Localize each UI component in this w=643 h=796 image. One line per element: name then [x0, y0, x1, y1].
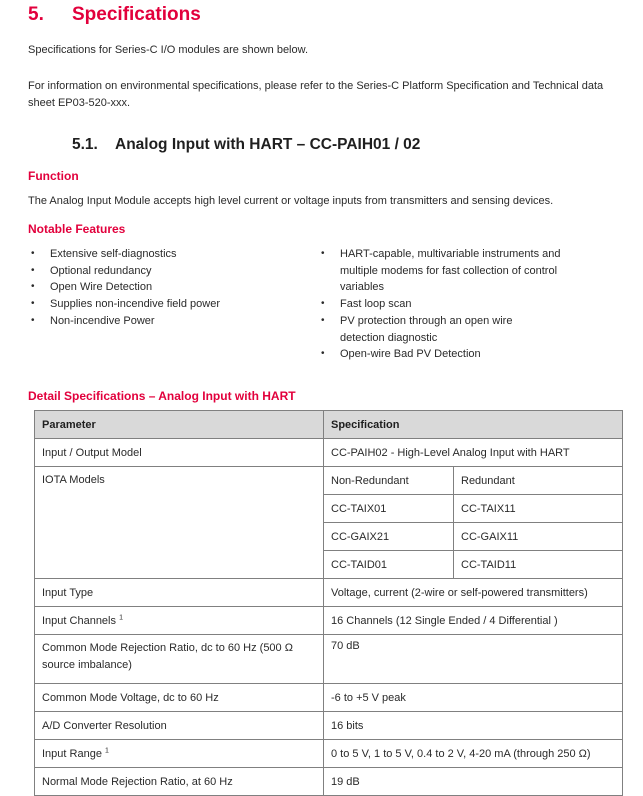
subsection-number: 5.1. [72, 136, 98, 153]
feature-item: • Supplies non-incendive field power [28, 296, 308, 313]
spec-cell: 70 dB [324, 635, 623, 684]
feature-item: • Non-incendive Power [28, 313, 308, 330]
iota-cell: CC-TAID01 [324, 551, 454, 579]
spec-cell: CC-PAIH02 - High-Level Analog Input with HART [324, 439, 623, 467]
table-row [35, 712, 623, 740]
subsection-title: Analog Input with HART – CC-PAIH01 / 02 [115, 136, 421, 153]
footnote-marker: 1 [105, 746, 109, 754]
table-row [35, 740, 623, 768]
table-heading: Detail Specifications – Analog Input with HART [28, 389, 296, 403]
section-title: Specifications [72, 4, 201, 25]
environment-note: For information on environmental specifications, please refer to the Series-C Platform Specification and Technical data sheet EP03-520-xxx. [28, 80, 604, 109]
spec-table [34, 410, 623, 796]
param-label: Input Range [42, 747, 102, 760]
param-cell: Normal Mode Rejection Ratio, at 60 Hz [35, 768, 324, 796]
features-list-left [28, 246, 308, 330]
feature-item: • Optional redundancy [28, 263, 308, 280]
spec-cell: 16 bits [324, 712, 623, 740]
table-header-row [35, 411, 623, 439]
param-cell: Input / Output Model [35, 439, 324, 467]
param-cell: Input Type [35, 579, 324, 607]
subsection-heading [72, 136, 420, 154]
table-row [35, 635, 623, 684]
iota-cell: CC-GAIX21 [324, 523, 454, 551]
iota-col-header: Non-Redundant [324, 467, 454, 495]
table-row [35, 439, 623, 467]
param-cell: Common Mode Rejection Ratio, dc to 60 Hz (500 Ω source imbalance) [35, 635, 324, 684]
table-row [35, 467, 623, 495]
function-text: The Analog Input Module accepts high level current or voltage inputs from transmitters and sensing devices. [28, 195, 554, 207]
iota-cell: CC-GAIX11 [454, 523, 623, 551]
spec-cell: Voltage, current (2-wire or self-powered transmitters) [324, 579, 623, 607]
iota-cell: CC-TAID11 [454, 551, 623, 579]
features-heading: Notable Features [28, 222, 126, 236]
footnote-marker: 1 [119, 613, 123, 621]
section-heading [28, 4, 201, 26]
function-heading: Function [28, 169, 79, 183]
param-cell: Common Mode Voltage, dc to 60 Hz [35, 684, 324, 712]
iota-cell: CC-TAIX11 [454, 495, 623, 523]
param-cell: A/D Converter Resolution [35, 712, 324, 740]
feature-item: • Open Wire Detection [28, 279, 308, 296]
header-parameter: Parameter [35, 411, 324, 439]
table-row [35, 768, 623, 796]
iota-cell: CC-TAIX01 [324, 495, 454, 523]
table-row [35, 607, 623, 635]
feature-item: • Open-wire Bad PV Detection [318, 346, 618, 363]
feature-item: • HART-capable, multivariable instruments and multiple modems for fast collection of control variables [318, 246, 618, 296]
spec-cell: 16 Channels (12 Single Ended / 4 Differential ) [324, 607, 623, 635]
spec-cell: 0 to 5 V, 1 to 5 V, 0.4 to 2 V, 4-20 mA (through 250 Ω) [324, 740, 623, 768]
header-specification: Specification [324, 411, 623, 439]
spec-cell: 19 dB [324, 768, 623, 796]
features-list-right [318, 246, 618, 363]
iota-col-header: Redundant [454, 467, 623, 495]
param-label: Input Channels [42, 614, 116, 627]
param-cell [35, 607, 324, 635]
param-cell: IOTA Models [35, 467, 324, 579]
spec-cell: -6 to +5 V peak [324, 684, 623, 712]
feature-item: • Fast loop scan [318, 296, 618, 313]
table-row [35, 579, 623, 607]
param-cell [35, 740, 324, 768]
table-row [35, 684, 623, 712]
section-number: 5. [28, 4, 44, 25]
feature-item: • PV protection through an open wire detection diagnostic [318, 313, 618, 346]
intro-paragraph: Specifications for Series-C I/O modules are shown below. [28, 44, 309, 56]
feature-item: • Extensive self-diagnostics [28, 246, 308, 263]
